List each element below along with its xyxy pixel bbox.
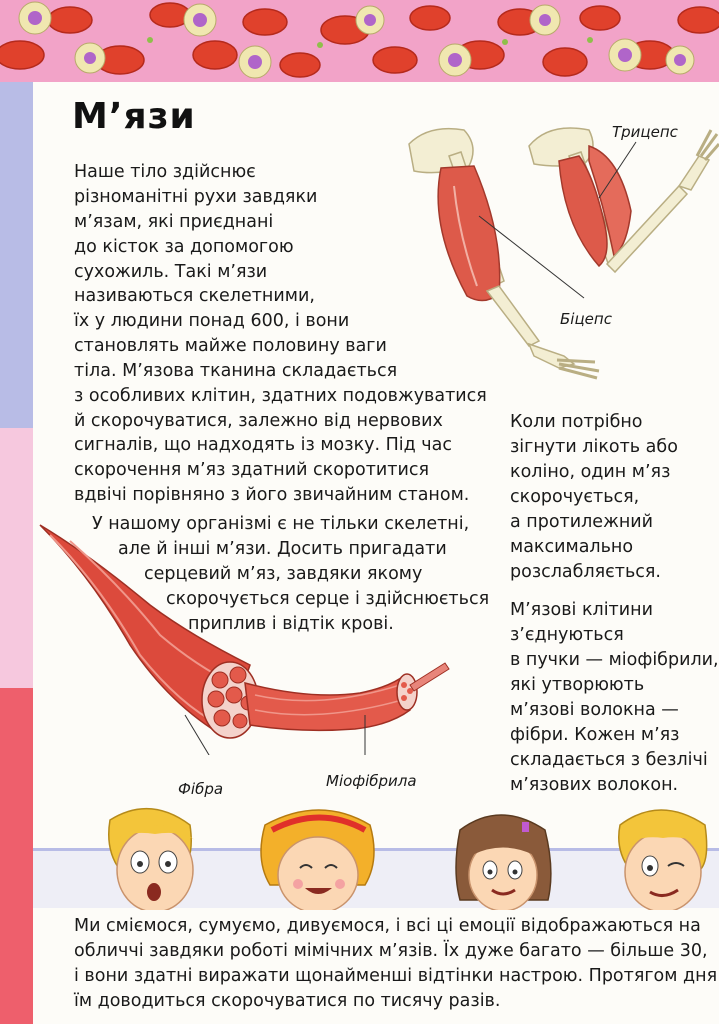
bend-line: максимально (510, 537, 634, 557)
face-smiling (456, 815, 551, 910)
intro-line: м’язам, які приєднані (74, 212, 274, 232)
side-strip-red (0, 688, 33, 1024)
blood-cells-illustration (0, 0, 719, 82)
intro-line: вдвічі порівняно з його звичайним станом. (74, 485, 470, 505)
intro-line: їх у людини понад 600, і вони (74, 311, 350, 331)
face-winking (619, 810, 707, 910)
bend-line: Коли потрібно (510, 412, 643, 432)
bend-line: а протилежний (510, 512, 654, 532)
emotions-line: їм доводиться скорочуватися по тисячу разів. (74, 991, 501, 1011)
intro-line: скорочення м’яз здатний скоротитися (74, 460, 430, 480)
cells-line: в пучки — міофібрили, (510, 650, 719, 670)
intro-line: з особливих клітин, здатних подовжуватися (74, 386, 487, 406)
emotions-line: обличчі завдяки роботі мімічних м’язів. Їх дуже багато — більше 30, (74, 941, 708, 961)
side-strip-lavender (0, 82, 33, 428)
cells-line: з’єднуються (510, 625, 624, 645)
cells-line: м’язових волокон. (510, 775, 679, 795)
intro-line: тіла. М’язова тканина складається (74, 361, 398, 381)
label-triceps: Трицепс (612, 123, 678, 141)
label-biceps: Біцепс (560, 310, 612, 328)
other-muscles-line: У нашому організмі є не тільки скелетні, (92, 514, 470, 534)
cells-line: м’язові волокна — (510, 700, 679, 720)
intro-line: до кісток за допомогою (74, 237, 294, 257)
arm-muscles-illustration (399, 116, 719, 406)
bend-line: коліно, один м’яз (510, 462, 671, 482)
intro-line: сигналів, що надходять із мозку. Під час (74, 435, 452, 455)
intro-line: й скорочуватися, залежно від нервових (74, 411, 443, 431)
cells-line: фібри. Кожен м’яз (510, 725, 680, 745)
muscle-fibre-illustration (30, 515, 450, 755)
cells-line: складається з безлічі (510, 750, 708, 770)
bend-line: скорочується, (510, 487, 640, 507)
intro-line: сухожиль. Такі м’язи (74, 262, 268, 282)
label-myofibril: Міофібрила (326, 772, 417, 790)
other-muscles-line: серцевий м’яз, завдяки якому (144, 564, 423, 584)
blood-cells-banner (0, 0, 719, 82)
intro-line: різноманітні рухи завдяки (74, 187, 318, 207)
bend-line: зігнути лікоть або (510, 437, 678, 457)
page-title: М’язи (72, 96, 196, 137)
children-faces-illustration (60, 800, 710, 910)
other-muscles-line: скорочується серце і здійснюється (166, 589, 490, 609)
side-strip-pink (0, 428, 33, 688)
intro-line: становлять майже половину ваги (74, 336, 387, 356)
intro-line: Наше тіло здійснює (74, 162, 256, 182)
cells-line: М’язові клітини (510, 600, 653, 620)
face-laughing (261, 810, 374, 910)
other-muscles-line: але й інші м’язи. Досить пригадати (118, 539, 447, 559)
bend-line: розслабляється. (510, 562, 661, 582)
intro-line: називаються скелетними, (74, 286, 315, 306)
emotions-line: Ми сміємося, сумуємо, дивуємося, і всі ці емоції відображаються на (74, 916, 701, 936)
emotions-line: і вони здатні виражати щонайменші відтінки настрою. Протягом дня (74, 966, 718, 986)
label-fibre: Фібра (178, 780, 224, 798)
cells-line: які утворюють (510, 675, 645, 695)
face-surprised (109, 809, 195, 910)
other-muscles-line: приплив і відтік крові. (188, 614, 394, 634)
